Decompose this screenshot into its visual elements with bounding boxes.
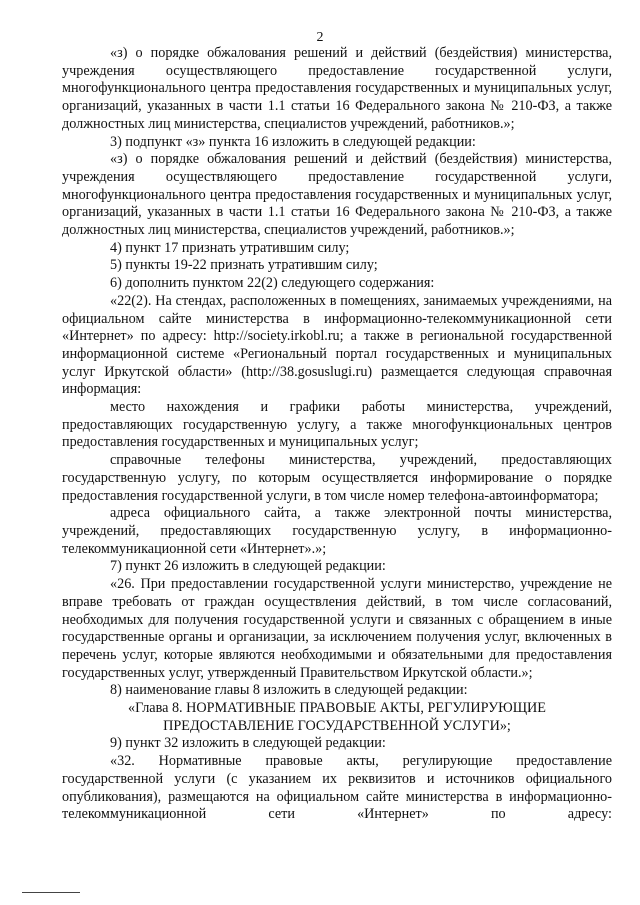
page-number: 2 (316, 30, 324, 45)
paragraph-point-22-2: «22(2). На стендах, расположенных в помещениях, занимаемых учреждениями, на официальном сайте министерства в информационно-телекоммуникационной сети «Интернет» по адресу: http://society.irkobl.ru; а также в региональной государственной информационной системе «Региональный портал государственных и муниципальных услуг Иркутской области» (http://38.gosuslugi.ru) размещается следующая справочная информация: (62, 292, 612, 398)
paragraph-subpoint-z-new: «з) о порядке обжалования решений и действий (бездействия) министерства, учреждения осуществляющего предоставление государственной услуги, многофункционального центра предоставления государственных и муниципальных услуг, организаций, указанных в части 1.1 статьи 16 Федерального закона № 210-ФЗ, а также должностных лиц министерства, специалистов учреждений, работников.»; (62, 151, 612, 239)
paragraph-item-4: 4) пункт 17 признать утратившим силу; (110, 239, 350, 256)
paragraph-point-26: «26. При предоставлении государственной услуги министерство, учреждение не вправе требовать от граждан осуществления действий, в том числе согласований, необходимых для получения государственной услуги и связанных с обращением в иные государственные органы и организации, за исключением получения услуг, включенных в перечень услуг, которые являются необходимыми и обязательными для предоставления государственных услуг, утвержденный Правительством Иркутской области.»; (62, 576, 612, 681)
paragraph-item-6: 6) дополнить пунктом 22(2) следующего содержания: (110, 275, 435, 292)
chapter-heading-line-2: ПРЕДОСТАВЛЕНИЕ ГОСУДАРСТВЕННОЙ УСЛУГИ»; (163, 717, 511, 734)
paragraph-subpoint-z-old: «з) о порядке обжалования решений и действий (бездействия) министерства, учреждения осуществляющего предоставление государственной услуги, многофункционального центра предоставления государственных и муниципальных услуг, организаций, указанных в части 1.1 статьи 16 Федерального закона № 210-ФЗ, а также должностных лиц министерства, специалистов учреждений, работников.»; (62, 45, 612, 132)
document-body (62, 45, 612, 824)
paragraph-item-7: 7) пункт 26 изложить в следующей редакции: (110, 558, 386, 575)
paragraph-item-5: 5) пункты 19-22 признать утратившим силу; (110, 257, 378, 274)
paragraph-item-3: 3) подпункт «з» пункта 16 изложить в следующей редакции: (110, 133, 476, 150)
paragraph-site-addresses: адреса официального сайта, а также электронной почты министерства, учреждений, предоставляющих государственную услугу, в информационно-телекоммуникационной сети «Интернет».»; (62, 505, 612, 557)
chapter-heading-line-1: «Глава 8. НОРМАТИВНЫЕ ПРАВОВЫЕ АКТЫ, РЕГУЛИРУЮЩИЕ (128, 700, 546, 717)
paragraph-point-32: «32. Нормативные правовые акты, регулирующие предоставление государственной услуги (с указанием их реквизитов и источников официального опубликования), размещаются на официальном сайте министерства в информационно-телекоммуникационной сети «Интернет» по адресу: (62, 753, 612, 823)
chapter-heading (62, 700, 612, 735)
footnote-separator-line (22, 892, 80, 893)
paragraph-item-9: 9) пункт 32 изложить в следующей редакции: (110, 735, 386, 752)
paragraph-item-8: 8) наименование главы 8 изложить в следующей редакции: (110, 682, 468, 699)
paragraph-phones-info: справочные телефоны министерства, учреждений, предоставляющих государственную услугу, по которым осуществляется информирование о порядке предоставления государственной услуги, в том числе номер телефона-автоинформатора; (62, 452, 612, 504)
paragraph-location-info: место нахождения и графики работы министерства, учреждений, предоставляющих государственную услугу, а также многофункциональных центров предоставления государственных и муниципальных услуг; (62, 399, 612, 451)
